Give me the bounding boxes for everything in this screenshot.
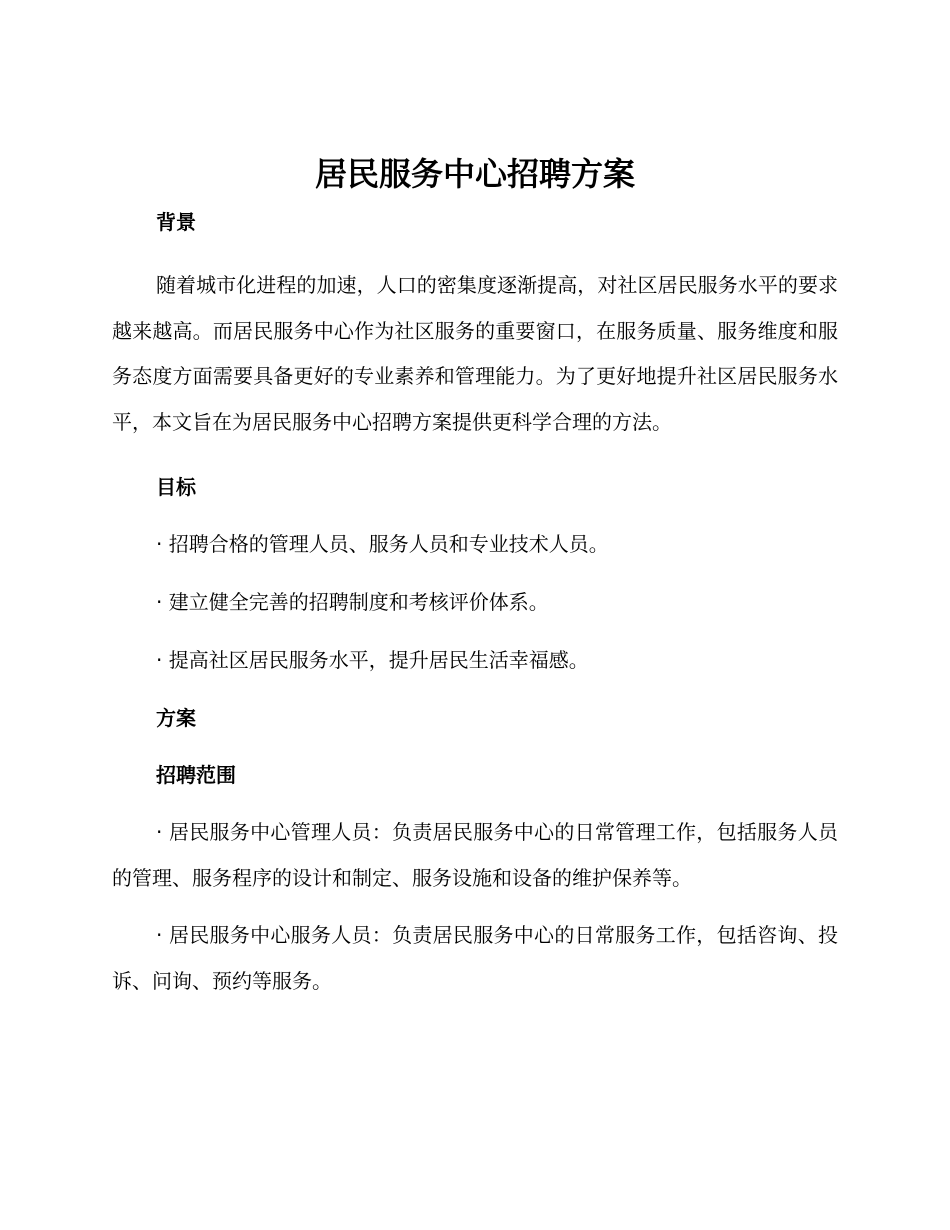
background-paragraph: 随着城市化进程的加速，人口的密集度逐渐提高，对社区居民服务水平的要求越来越高。而居民服务中心作为社区服务的重要窗口，在服务质量、服务维度和服务态度方面需要具备更好的专业素养和管理能力。为了更好地提升社区居民服务水平，本文旨在为居民服务中心招聘方案提供更科学合理的方法。 bbox=[112, 273, 838, 434]
scope-item: · 居民服务中心管理人员：负责居民服务中心的日常管理工作，包括服务人员的管理、服务程序的设计和制定、服务设施和设备的维护保养等。 bbox=[112, 820, 838, 890]
section-heading-goals: 目标 bbox=[156, 475, 196, 499]
section-heading-background: 背景 bbox=[156, 210, 196, 234]
subsection-heading-scope: 招聘范围 bbox=[156, 763, 236, 787]
document-page bbox=[112, 150, 838, 1004]
section-heading-plan: 方案 bbox=[156, 706, 196, 730]
goal-item: · 建立健全完善的招聘制度和考核评价体系。 bbox=[156, 590, 549, 614]
scope-item: · 居民服务中心服务人员：负责居民服务中心的日常服务工作，包括咨询、投诉、问询、预约等服务。 bbox=[112, 923, 838, 993]
goal-item: · 招聘合格的管理人员、服务人员和专业技术人员。 bbox=[156, 532, 609, 556]
document-title: 居民服务中心招聘方案 bbox=[314, 155, 635, 193]
goal-item: · 提高社区居民服务水平，提升居民生活幸福感。 bbox=[156, 648, 589, 672]
